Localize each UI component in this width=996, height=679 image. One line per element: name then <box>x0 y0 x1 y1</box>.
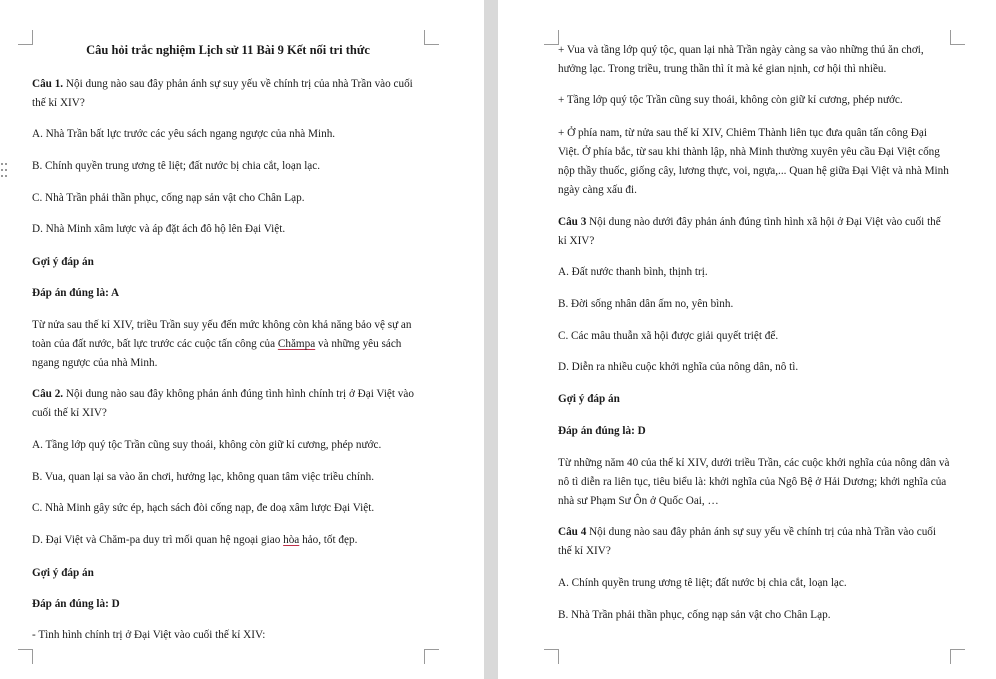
question-text: Nội dung nào dưới đây phản ánh đúng tình hình xã hội ở Đại Việt vào cuối thế kỉ XIV? <box>558 216 941 247</box>
option-a: A. Nhà Trần bất lực trước các yêu sách ngang ngược của nhà Minh. <box>32 128 336 140</box>
option-d <box>32 531 424 550</box>
answer-explanation <box>32 316 424 373</box>
question-text: Nội dung nào sau đây phản ánh sự suy yếu về chính trị của nhà Trần vào cuối thế kỉ XIV? <box>32 78 413 109</box>
margin-mark-bottom-left <box>544 649 559 664</box>
explanation-text: và những yêu sách ngang ngược của nhà Minh. <box>32 338 402 369</box>
answer-hint-heading: Gợi ý đáp án <box>32 256 94 268</box>
correct-answer: Đáp án đúng là: A <box>32 287 120 299</box>
option-text: hảo, tốt đẹp. <box>299 534 358 546</box>
answer-hint-heading: Gợi ý đáp án <box>558 393 620 405</box>
question-1 <box>32 75 424 113</box>
document-page-left[interactable] <box>0 0 484 679</box>
document-page-right[interactable] <box>498 0 996 679</box>
margin-mark-top-left <box>18 30 33 45</box>
margin-mark-bottom-right <box>950 649 965 664</box>
question-text: Nội dung nào sau đây không phản ánh đúng tình hình chính trị ở Đại Việt vào cuối thế kỉ XIV? <box>32 388 414 419</box>
option-b: B. Đời sống nhân dân ấm no, yên bình. <box>558 298 734 310</box>
question-label: Câu 2. <box>32 388 64 400</box>
answer-explanation: Từ những năm 40 của thế kỉ XIV, dưới triều Trần, các cuộc khởi nghĩa của nông dân và nô tì diễn ra liên tục, tiêu biểu là: khởi nghĩa của Ngô Bệ ở Hải Dương; khởi nghĩa của nhà sư Phạm Sư Ôn ở Quốc Oai, … <box>558 457 950 507</box>
option-d: D. Nhà Minh xâm lược và áp đặt ách đô hộ lên Đại Việt. <box>32 223 286 235</box>
question-label: Câu 1. <box>32 78 64 90</box>
question-label: Câu 3 <box>558 216 587 228</box>
margin-mark-bottom-left <box>18 649 33 664</box>
explanation-bullet: + Vua và tầng lớp quý tộc, quan lại nhà Trần ngày càng sa vào những thú ăn chơi, hưởng lạc. Trong triều, trung thần thì ít mà kẻ gian nịnh, cơ hội thì nhiều. <box>558 44 924 75</box>
option-a: A. Đất nước thanh bình, thịnh trị. <box>558 266 708 278</box>
option-b: B. Vua, quan lại sa vào ăn chơi, hưởng lạc, không quan tâm việc triều chính. <box>32 471 374 483</box>
explanation-bullet: + Ở phía nam, từ nửa sau thế kỉ XIV, Chiêm Thành liên tục đưa quân tấn công Đại Việt. Ở phía bắc, từ sau khi thành lập, nhà Minh thường xuyên yêu cầu Đại Việt cống nộp thầy thuốc, giống cây, lương thực, voi, ngựa,... Quan hệ giữa Đại Việt và nhà Minh ngày càng xấu đi. <box>558 127 949 196</box>
option-text: D. Đại Việt và Chăm-pa duy trì mối quan hệ ngoại giao <box>32 534 284 546</box>
question-label: Câu 4 <box>558 526 587 538</box>
spellcheck-underlined-word[interactable]: hòa <box>283 534 300 546</box>
option-c: C. Nhà Minh gây sức ép, hạch sách đòi cống nạp, đe doạ xâm lược Đại Việt. <box>32 502 375 514</box>
margin-mark-top-right <box>424 30 439 45</box>
answer-explanation: - Tình hình chính trị ở Đại Việt vào cuối thế kỉ XIV: <box>32 629 266 641</box>
option-c: C. Các mâu thuẫn xã hội được giải quyết triệt để. <box>558 330 779 342</box>
question-2 <box>32 385 424 423</box>
margin-mark-top-left <box>544 30 559 45</box>
option-b: B. Chính quyền trung ương tê liệt; đất nước bị chia cắt, loạn lạc. <box>32 160 321 172</box>
drag-handle-icon[interactable] <box>0 161 10 179</box>
page-gutter <box>484 0 498 679</box>
answer-hint-heading: Gợi ý đáp án <box>32 567 94 579</box>
margin-mark-top-right <box>950 30 965 45</box>
explanation-bullet: + Tầng lớp quý tộc Trần cũng suy thoái, không còn giữ kỉ cương, phép nước. <box>558 94 903 106</box>
option-d: D. Diễn ra nhiều cuộc khởi nghĩa của nông dân, nô tì. <box>558 361 799 373</box>
explanation-text: Từ nửa sau thế kỉ XIV, triều Trần suy yếu đến mức không còn khả năng bảo vệ sự an toàn của đất nước, bất lực trước các cuộc tấn công của <box>32 319 412 350</box>
question-4 <box>558 523 950 561</box>
option-a: A. Chính quyền trung ương tê liệt; đất nước bị chia cắt, loạn lạc. <box>558 577 847 589</box>
margin-mark-bottom-right <box>424 649 439 664</box>
option-a: A. Tầng lớp quý tộc Trần cũng suy thoái, không còn giữ kỉ cương, phép nước. <box>32 439 382 451</box>
question-3 <box>558 213 950 251</box>
spellcheck-underlined-word[interactable]: Chămpa <box>277 338 316 350</box>
correct-answer: Đáp án đúng là: D <box>32 598 120 610</box>
correct-answer: Đáp án đúng là: D <box>558 425 646 437</box>
option-b: B. Nhà Trần phải thần phục, cống nạp sản vật cho Chân Lạp. <box>558 609 831 621</box>
document-title: Câu hỏi trắc nghiệm Lịch sử 11 Bài 9 Kết nối tri thức <box>86 43 370 57</box>
option-c: C. Nhà Trần phải thần phục, cống nạp sản vật cho Chân Lạp. <box>32 192 305 204</box>
question-text: Nội dung nào sau đây phản ánh sự suy yếu về chính trị của nhà Trần vào cuối thế kỉ XIV? <box>558 526 936 557</box>
